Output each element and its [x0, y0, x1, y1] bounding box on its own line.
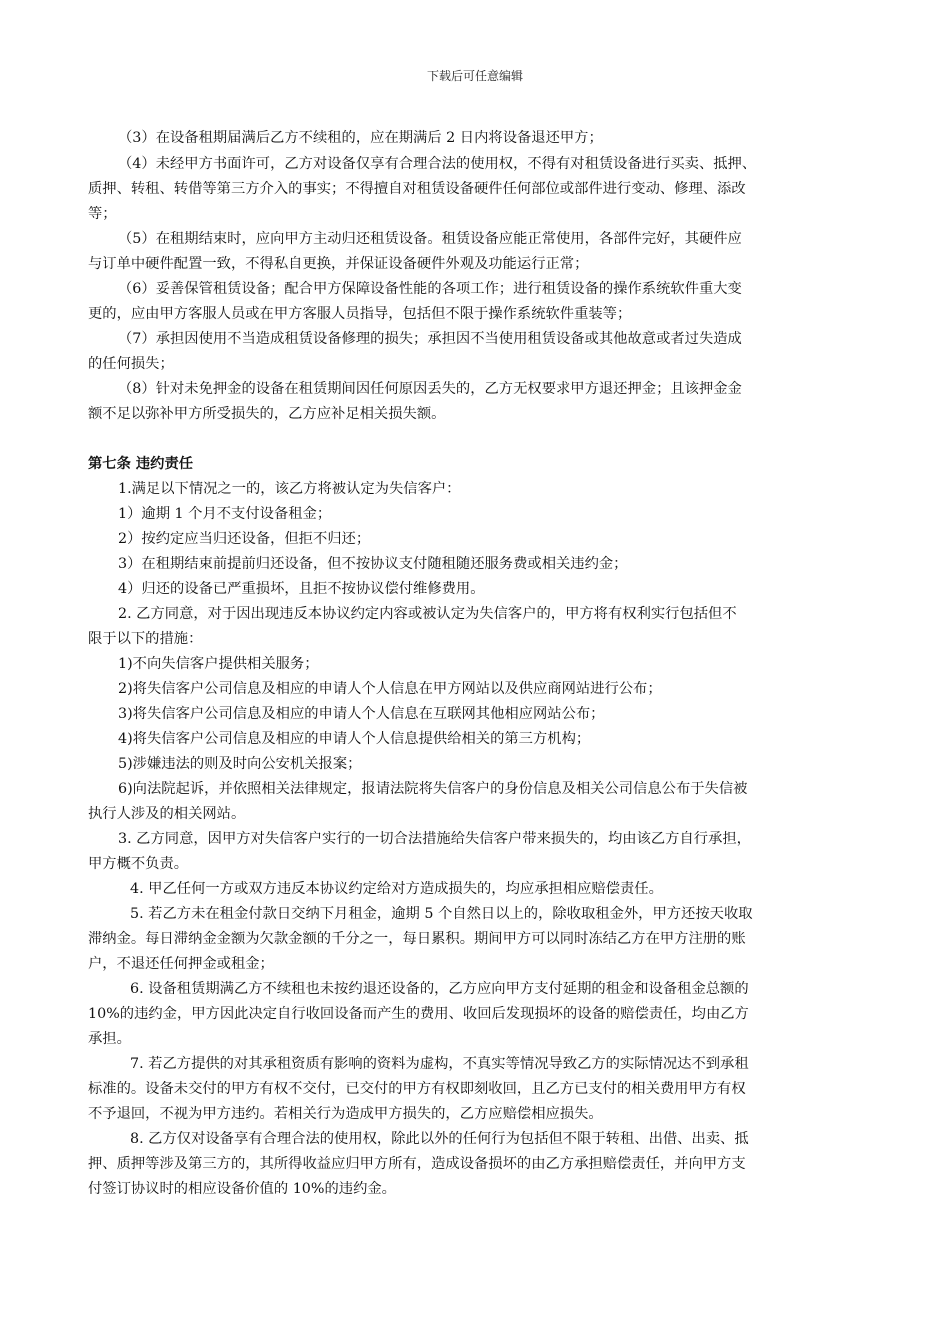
text-line: 押、质押等涉及第三方的，其所得收益应归甲方所有，造成设备损坏的由乙方承担赔偿责任，并向甲方支 — [88, 1156, 746, 1172]
text-line: 3）在租期结束前提前归还设备，但不按协议支付随租随还服务费或相关违约金； — [118, 556, 628, 572]
text-line: 2)将失信客户公司信息及相应的申请人个人信息在甲方网站以及供应商网站进行公布； — [118, 681, 662, 697]
text-line: 7. 若乙方提供的对其承租资质有影响的资料为虚构，不真实等情况导致乙方的实际情况达不到承租 — [130, 1056, 749, 1072]
text-line: （7）承担因使用不当造成租赁设备修理的损失；承担因不当使用租赁设备或其他故意或者过失造成 — [118, 331, 742, 347]
text-line: 限于以下的措施： — [88, 631, 203, 647]
text-line: 质押、转租、转借等第三方介入的事实；不得擅自对租赁设备硬件任何部位或部件进行变动、修理、添改 — [88, 181, 746, 197]
text-line: 10%的违约金，甲方因此决定自行收回设备而产生的费用、收回后发现损坏的设备的赔偿责任，均由乙方 — [88, 1006, 749, 1022]
text-line: 6. 设备租赁期满乙方不续租也未按约退还设备的，乙方应向甲方支付延期的租金和设备租金总额的 — [130, 981, 749, 997]
text-line: 执行人涉及的相关网站。 — [88, 806, 246, 822]
text-line: 户，不退还任何押金或租金； — [88, 956, 274, 972]
text-line: 5. 若乙方未在租金付款日交纳下月租金，逾期 5 个自然日以上的，除收取租金外，甲方还按天收取 — [130, 906, 753, 922]
text-line: 付签订协议时的相应设备价值的 10%的违约金。 — [88, 1181, 396, 1197]
text-line: 标准的。设备未交付的甲方有权不交付，已交付的甲方有权即刻收回，且乙方已支付的相关费用甲方有权 — [88, 1081, 746, 1097]
text-line: 的任何损失； — [88, 356, 174, 372]
text-line: 滞纳金。每日滞纳金金额为欠款金额的千分之一，每日累积。期间甲方可以同时冻结乙方在甲方注册的账 — [88, 931, 746, 947]
text-line: 更的，应由甲方客服人员或在甲方客服人员指导，包括但不限于操作系统软件重装等； — [88, 306, 632, 322]
text-line: 甲方概不负责。 — [88, 856, 189, 872]
text-line: 4)将失信客户公司信息及相应的申请人个人信息提供给相关的第三方机构； — [118, 731, 591, 747]
text-line: 等； — [88, 206, 117, 222]
text-line: 3. 乙方同意，因甲方对失信客户实行的一切合法措施给失信客户带来损失的，均由该乙方自行承担， — [118, 831, 751, 847]
text-line: 与订单中硬件配置一致，不得私自更换，并保证设备硬件外观及功能运行正常； — [88, 256, 589, 272]
section-heading: 第七条 违约责任 — [88, 456, 194, 472]
text-line: 承担。 — [88, 1031, 131, 1047]
text-line: 2. 乙方同意，对于因出现违反本协议约定内容或被认定为失信客户的，甲方将有权利实行包括但不 — [118, 606, 737, 622]
text-line: （5）在租期结束时，应向甲方主动归还租赁设备。租赁设备应能正常使用，各部件完好，其硬件应 — [118, 231, 742, 247]
text-line: 4. 甲乙任何一方或双方违反本协议约定给对方造成损失的，均应承担相应赔偿责任。 — [130, 881, 663, 897]
text-line: （8）针对未免押金的设备在租赁期间因任何原因丢失的，乙方无权要求甲方退还押金；且该押金金 — [118, 381, 742, 397]
page-header: 下载后可任意编辑 — [426, 69, 523, 83]
text-line: 8. 乙方仅对设备享有合理合法的使用权，除此以外的任何行为包括但不限于转租、出借、出卖、抵 — [130, 1131, 749, 1147]
text-line: 3)将失信客户公司信息及相应的申请人个人信息在互联网其他相应网站公布； — [118, 706, 605, 722]
text-line: 1）逾期 1 个月不支付设备租金； — [118, 506, 332, 522]
text-line: （6）妥善保管租赁设备；配合甲方保障设备性能的各项工作；进行租赁设备的操作系统软件重大变 — [118, 281, 742, 297]
text-line: 1.满足以下情况之一的，该乙方将被认定为失信客户： — [118, 481, 461, 497]
text-line: （4）未经甲方书面许可，乙方对设备仅享有合理合法的使用权，不得有对租赁设备进行买卖、抵押、 — [118, 156, 757, 172]
text-line: （3）在设备租期届满后乙方不续租的，应在期满后 2 日内将设备退还甲方； — [118, 130, 603, 146]
text-line: 1)不向失信客户提供相关服务； — [118, 656, 319, 672]
text-line: 2）按约定应当归还设备，但拒不归还； — [118, 531, 371, 547]
text-line: 6)向法院起诉，并依照相关法律规定，报请法院将失信客户的身份信息及相关公司信息公布于失信被 — [118, 781, 748, 797]
text-line: 4）归还的设备已严重损坏，且拒不按协议偿付维修费用。 — [118, 581, 485, 597]
text-line: 不予退回，不视为甲方违约。若相关行为造成甲方损失的，乙方应赔偿相应损失。 — [88, 1106, 603, 1122]
text-line: 额不足以弥补甲方所受损失的，乙方应补足相关损失额。 — [88, 406, 446, 422]
text-line: 5)涉嫌违法的则及时向公安机关报案； — [118, 756, 362, 772]
